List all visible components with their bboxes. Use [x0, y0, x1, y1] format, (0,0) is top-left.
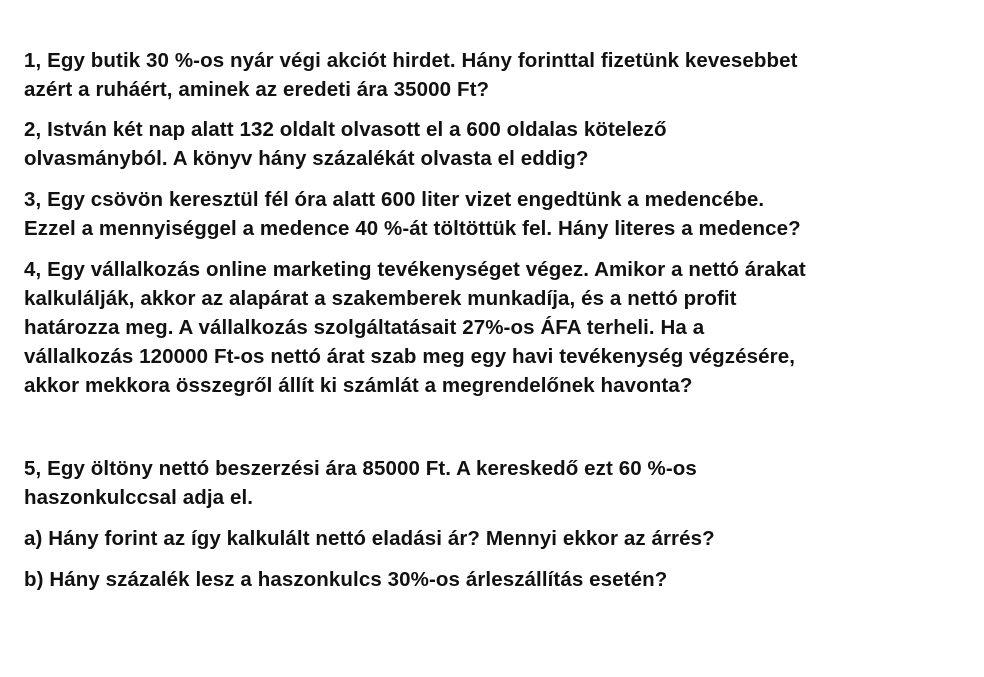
- problem-5: 5, Egy öltöny nettó beszerzési ára 85000 Ft. A kereskedő ezt 60 %-os haszonkulccsal adja el.: [24, 457, 697, 509]
- problem-1: 1, Egy butik 30 %-os nyár végi akciót hirdet. Hány forinttal fizetünk kevesebbet azért a ruháért, aminek az eredeti ára 35000 Ft?: [24, 49, 798, 101]
- problem-2: 2, István két nap alatt 132 oldalt olvasott el a 600 oldalas kötelező olvasmányból. A könyv hány százalékát olvasta el eddig?: [24, 118, 667, 170]
- problem-sheet: [24, 46, 974, 594]
- problem-3: 3, Egy csövön keresztül fél óra alatt 600 liter vizet engedtünk a medencébe. Ezzel a mennyiséggel a medence 40 %-át töltöttük fel. Hány literes a medence?: [24, 188, 801, 240]
- problem-5a: a) Hány forint az így kalkulált nettó eladási ár? Mennyi ekkor az árrés?: [24, 527, 715, 550]
- problem-5b: b) Hány százalék lesz a haszonkulcs 30%-os árleszállítás esetén?: [24, 568, 668, 591]
- problem-4: 4, Egy vállalkozás online marketing tevékenységet végez. Amikor a nettó árakat kalkulálják, akkor az alapárat a szakemberek munkadíja, és a nettó profit határozza meg. A vállalkozás szolgáltatásait 27%-os ÁFA terheli. Ha a vállalkozás 120000 Ft-os nettó árat szab meg egy havi tevékenység végzésére, akkor mekkora összegről állít ki számlát a megrendelőnek havonta?: [24, 258, 806, 397]
